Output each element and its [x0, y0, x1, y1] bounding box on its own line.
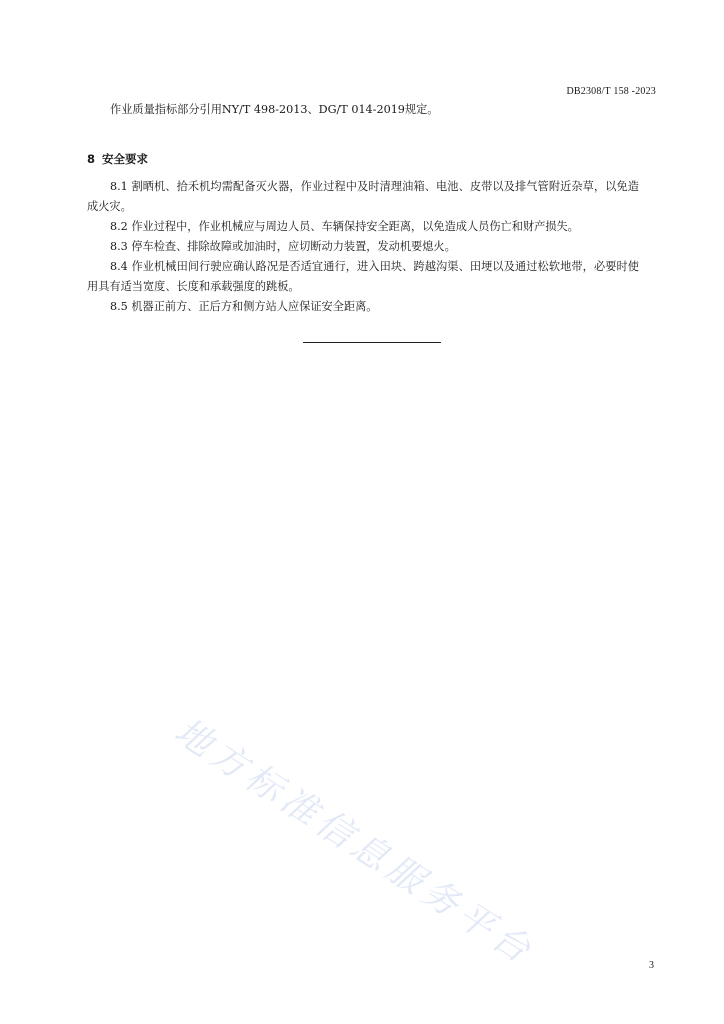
- clause-8-5: 8.5 机器正前方、正后方和侧方站人应保证安全距离。: [110, 300, 378, 313]
- clause-8-2: 8.2 作业过程中，作业机械应与周边人员、车辆保持安全距离，以免造成人员伤亡和财产损失。: [110, 220, 579, 233]
- section-number: 8: [87, 152, 96, 166]
- watermark: 地方标准信息服务平台: [167, 710, 542, 974]
- section-heading: [87, 151, 148, 167]
- page-number: 3: [649, 960, 654, 971]
- section-title: 安全要求: [102, 152, 149, 166]
- clause-8-4: 8.4 作业机械田间行驶应确认路况是否适宜通行，进入田块、跨越沟渠、田埂以及通过松软地带，必要时使用具有适当宽度、长度和承载强度的跳板。: [87, 260, 639, 293]
- clause-8-3: 8.3 停车检查、排除故障或加油时，应切断动力装置，发动机要熄火。: [110, 240, 456, 253]
- end-of-text-rule: [303, 342, 441, 343]
- standard-code: DB2308/T 158 -2023: [566, 86, 656, 97]
- intro-paragraph: 作业质量指标部分引用NY/T 498-2013、DG/T 014-2019规定。: [110, 103, 439, 116]
- clause-8-1: 8.1 割晒机、拾禾机均需配备灭火器，作业过程中及时清理油箱、电池、皮带以及排气管附近杂草，以免造成火灾。: [87, 180, 639, 213]
